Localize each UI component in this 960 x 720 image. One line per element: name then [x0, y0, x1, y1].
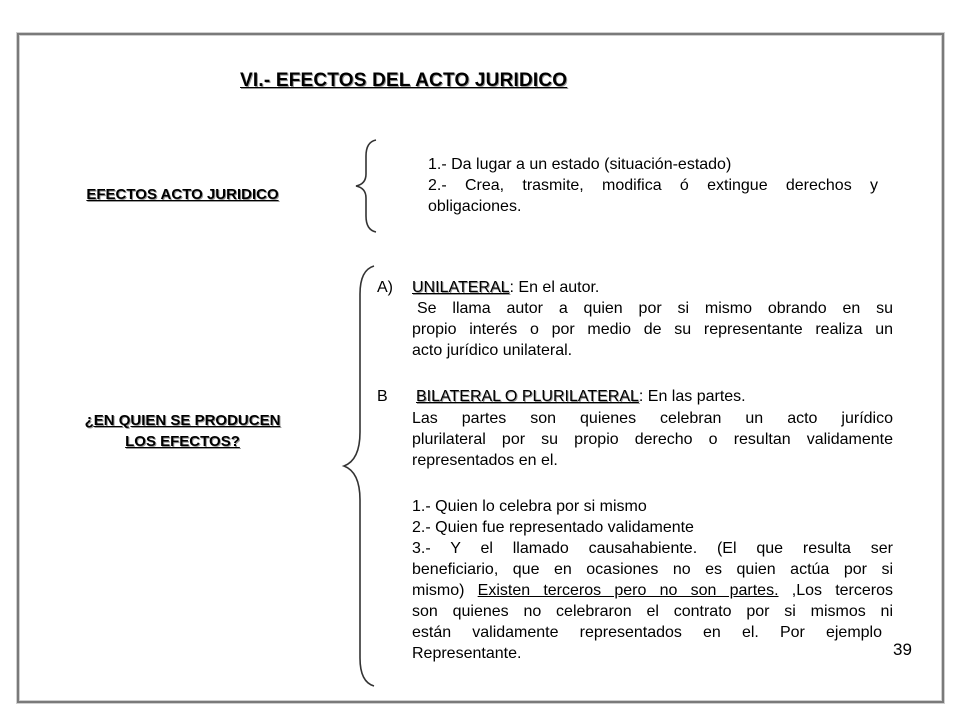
page-number: 39 — [893, 640, 912, 659]
bilateral-desc-line-3: representados en el. — [412, 452, 558, 469]
unilateral-term: UNILATERAL — [412, 279, 510, 296]
label-line-2: LOS EFECTOS? — [125, 433, 240, 450]
efectos-item-2-line-1: 2.- Crea, trasmite, modifica ó extingue derechos y — [428, 177, 878, 194]
unilateral-desc-line-2: propio interés o por medio de su representante realiza un — [412, 321, 893, 338]
bilateral-heading — [377, 386, 897, 407]
label-en-quien-se-producen — [55, 410, 310, 452]
parties-item-3-line-5: están validamente representados en el. Por ejemplo — [412, 624, 882, 641]
parties-text-los-terceros: ,Los terceros — [791, 582, 894, 599]
label-line-1: ¿EN QUIEN SE PRODUCEN — [84, 412, 281, 429]
parties-item-2: 2.- Quien fue representado validamente — [412, 519, 694, 536]
bilateral-term: BILATERAL O PLURILATERAL — [416, 388, 639, 405]
unilateral-rest: : En el autor. — [509, 279, 600, 296]
label-efectos-acto-juridico: EFECTOS ACTO JURIDICO — [86, 186, 279, 203]
parties-item-3-line-2: beneficiario, que en ocasiones no es quien actúa por si — [412, 561, 893, 578]
bilateral-marker: B — [377, 388, 388, 405]
parties-item-3-line-6: Representante. — [412, 645, 522, 662]
unilateral-description — [412, 298, 893, 361]
page-title: VI.- EFECTOS DEL ACTO JURIDICO — [240, 70, 568, 91]
parties-item-1: 1.- Quien lo celebra por si mismo — [412, 498, 647, 515]
efectos-list — [428, 154, 878, 217]
unilateral-desc-line-1: Se llama autor a quien por si mismo obrando en su — [417, 300, 893, 317]
bilateral-rest: : En las partes. — [638, 388, 746, 405]
efectos-item-1: 1.- Da lugar a un estado (situación-estado) — [428, 156, 732, 173]
parties-text-mismo: mismo) — [412, 582, 465, 599]
bilateral-desc-line-1: Las partes son quienes celebran un acto jurídico — [412, 410, 893, 427]
parties-item-3-line-1: 3.- Y el llamado causahabiente. (El que resulta ser — [412, 540, 893, 557]
parties-list — [412, 496, 893, 664]
parties-item-3-line-4: son quienes no celebraron el contrato por si mismos ni — [412, 603, 893, 620]
unilateral-heading — [377, 277, 897, 298]
left-brace-icon — [352, 138, 382, 234]
bilateral-desc-line-2: plurilateral por su propio derecho o resultan validamente — [412, 431, 893, 448]
terceros-note: Existen terceros pero no son partes. — [477, 582, 779, 599]
efectos-item-2-line-2: obligaciones. — [428, 198, 522, 215]
parties-item-3-line-3 — [412, 580, 893, 601]
unilateral-marker: A) — [377, 279, 393, 296]
bilateral-description — [412, 408, 893, 471]
left-brace-icon — [340, 264, 380, 688]
unilateral-desc-line-3: acto jurídico unilateral. — [412, 342, 573, 359]
